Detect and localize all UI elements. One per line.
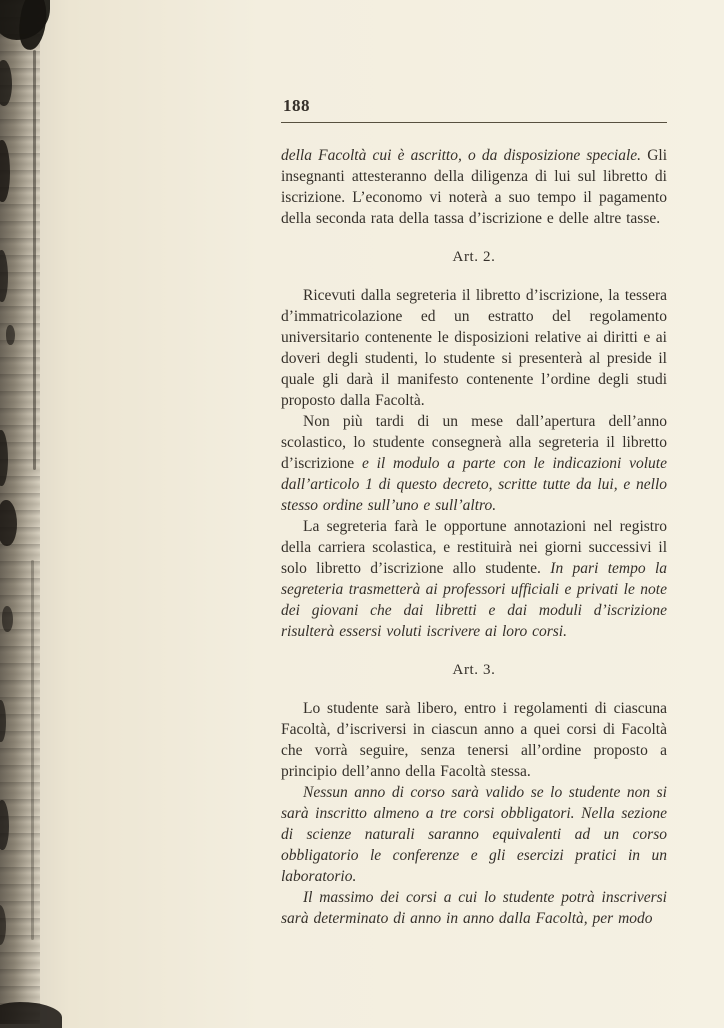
book-page (281, 96, 667, 929)
scan-artifact (0, 430, 8, 486)
article-heading: Art. 3. (452, 662, 496, 678)
body-text: La segreteria farà le opportune annotazioni nel registro della carriera scolastica, e restituirà nei giorni successivi il solo libretto d’iscrizione allo studente. (281, 518, 667, 577)
page-rule (281, 122, 667, 123)
italic-text: In pari tempo la segreteria trasmetterà ai professori ufficiali e privati le note dei giovani che dai libretti e dai moduli d’iscrizione risulterà essersi voluti iscrivere ai loro corsi. (281, 560, 668, 640)
paragraph (281, 782, 667, 887)
paragraph (281, 145, 667, 229)
italic-text: della Facoltà cui è ascritto, o da disposizione speciale. (281, 147, 642, 164)
page-number: 188 (283, 96, 310, 115)
scan-artifact (0, 140, 10, 202)
binding-crease (31, 560, 34, 940)
scan-artifact (0, 700, 6, 742)
italic-text: Il massimo dei corsi a cui lo studente potrà inscriversi sarà determinato di anno in anno dalla Facoltà, per modo (281, 889, 667, 927)
scan-artifact (0, 60, 12, 106)
body-text: Non più tardi di un mese dall’apertura dell’anno scolastico, lo studente consegnerà alla segreteria il libretto d’iscrizione (281, 413, 667, 472)
scan-artifact (0, 800, 9, 850)
scan-edge (0, 0, 40, 1024)
scan-artifact (0, 905, 6, 945)
paragraph (281, 285, 667, 411)
article-heading: Art. 2. (452, 249, 496, 265)
scan-artifact (0, 250, 8, 302)
paragraph (281, 411, 667, 516)
scan-artifact (2, 606, 13, 632)
paragraph (281, 516, 667, 642)
italic-text: e il modulo a parte con le indicazioni volute dall’articolo 1 di questo decreto, scritte tutte da lui, e nello stesso ordine sull’uno e sull’altro. (281, 455, 667, 514)
binding-crease (33, 50, 36, 470)
paragraph (281, 698, 667, 782)
body-text: Lo studente sarà libero, entro i regolamenti di ciascuna Facoltà, d’iscriversi in ciascun anno a quei corsi di Facoltà che vorrà seguire, senza tenersi all’ordine proposto a principio dell’anno della Facoltà stessa. (281, 700, 667, 780)
page-content (281, 145, 667, 929)
scan-artifact (0, 500, 17, 546)
scan-artifact (16, 0, 50, 52)
body-text: Gli insegnanti attesteranno della diligenza di lui sul libretto di iscrizione. L’economo vi noterà a suo tempo il pagamento della seconda rata della tassa d’iscrizione e delle altre tasse. (281, 147, 668, 227)
paragraph (281, 887, 667, 929)
scan-artifact (0, 1002, 62, 1028)
body-text: Ricevuti dalla segreteria il libretto d’iscrizione, la tessera d’immatricolazione ed un estratto del regolamento universitario contenente le disposizioni relative ai diritti e ai doveri degli studenti, lo studente si presenterà al preside il quale gli darà il manifesto contenente l’ordine degli studi proposto dalla Facoltà. (281, 287, 667, 409)
italic-text: Nessun anno di corso sarà valido se lo studente non si sarà inscritto almeno a tre corsi obbligatori. Nella sezione di scienze naturali saranno equivalenti ad un corso obbligatorio le conferenze e gli esercizi pratici in un laboratorio. (281, 784, 667, 885)
scan-artifact (6, 325, 15, 345)
